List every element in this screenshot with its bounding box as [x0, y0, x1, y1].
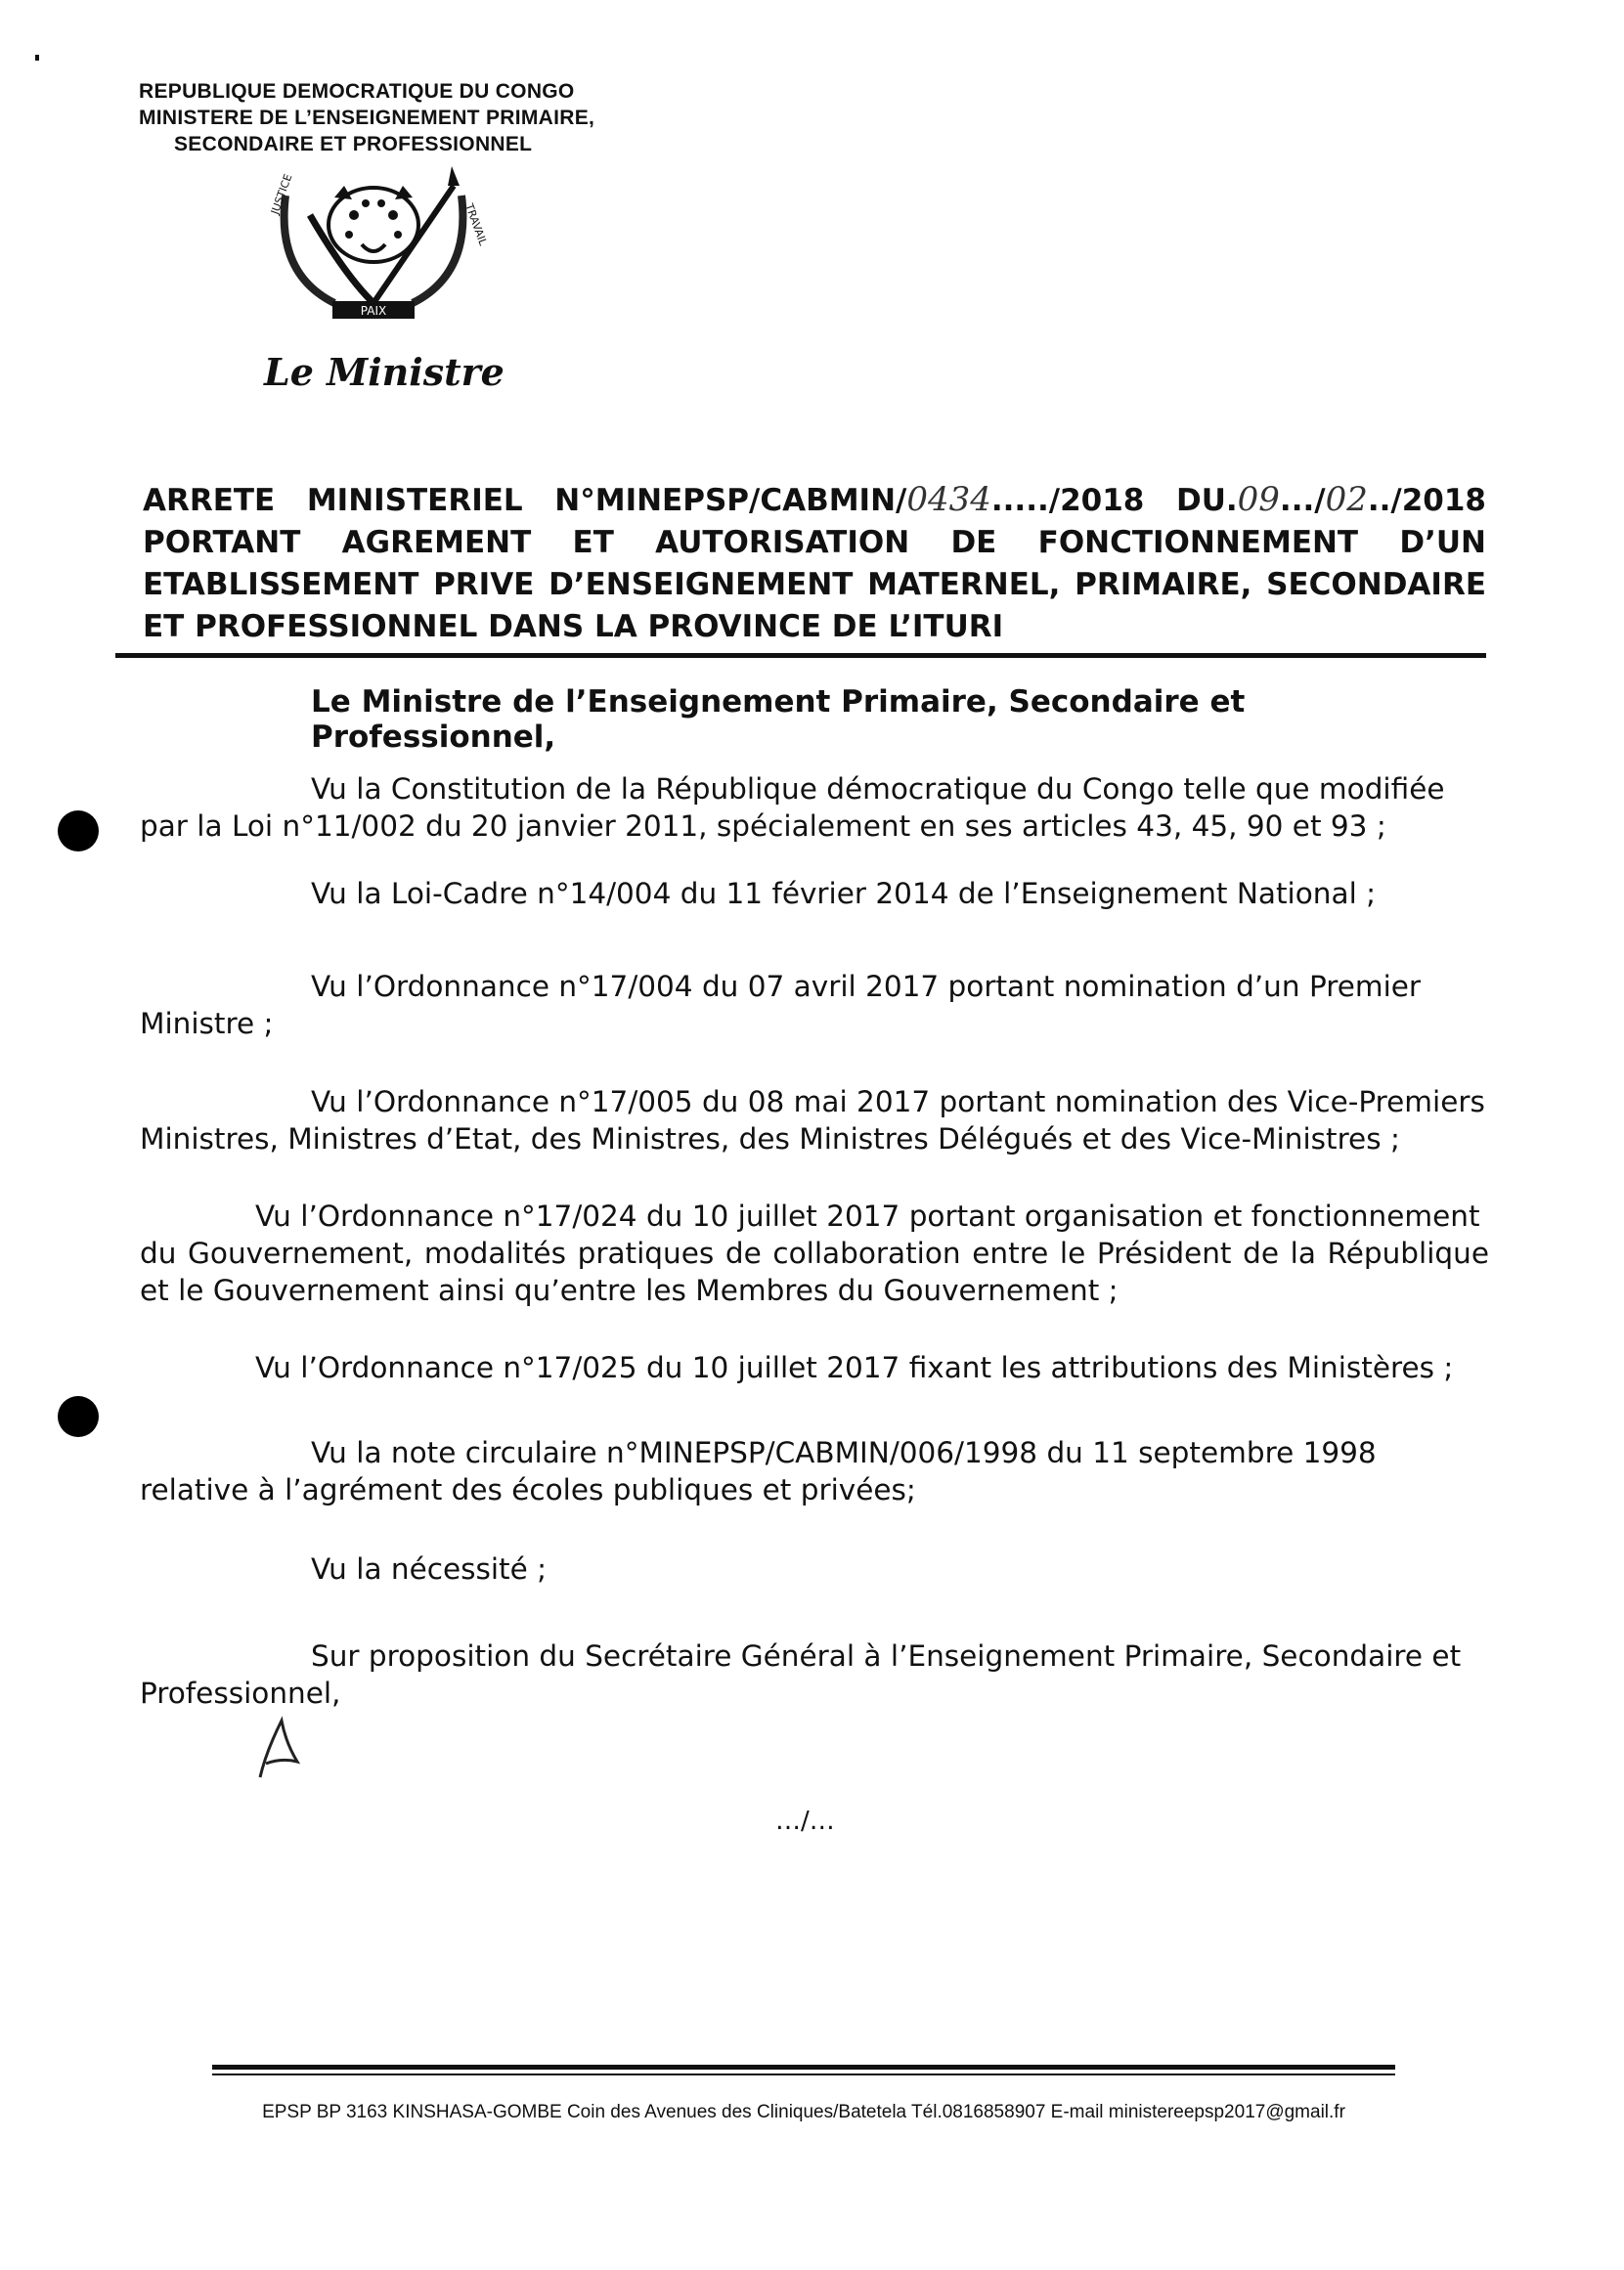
paragraph-line: Sur proposition du Secrétaire Général à l’Enseignement Primaire, Secondaire et	[311, 1639, 1462, 1673]
paragraph-constitution	[140, 770, 1489, 845]
paragraph-line: Vu l’Ordonnance n°17/024 du 10 juillet 2017 portant organisation et fonctionnement	[255, 1200, 1480, 1233]
decree-month-handwritten: 02	[1325, 480, 1368, 519]
paragraph-line: Ministres, Ministres d’Etat, des Ministres, des Ministres Délégués et des Vice-Ministres ;	[140, 1122, 1400, 1156]
letterhead	[139, 78, 745, 157]
paragraph-line: relative à l’agrément des écoles publiques et privées;	[140, 1473, 916, 1506]
decree-title-line-1	[143, 479, 1486, 522]
paragraph-ordonnance-17-004	[140, 968, 1489, 1042]
hole-punch-mark	[58, 1396, 99, 1437]
decree-title-line-3: ETABLISSEMENT PRIVE D’ENSEIGNEMENT MATERNEL, PRIMAIRE, SECONDAIRE	[143, 567, 1486, 602]
decree-title	[143, 479, 1486, 648]
paragraph-line: Vu l’Ordonnance n°17/005 du 08 mai 2017 portant nomination des Vice-Premiers	[311, 1085, 1485, 1118]
paragraph-note-circulaire	[140, 1434, 1489, 1508]
coat-of-arms-icon	[256, 156, 491, 352]
emblem-motto-right: TRAVAIL	[462, 201, 490, 247]
paragraph-line: Vu la note circulaire n°MINEPSP/CABMIN/006/1998 du 11 septembre 1998	[311, 1436, 1377, 1469]
decree-year-prefix: ...../2018 DU.	[990, 483, 1238, 518]
footer-divider-thin	[212, 2074, 1395, 2075]
emblem-motto-center: PAIX	[360, 304, 387, 318]
letterhead-line-1: REPUBLIQUE DEMOCRATIQUE DU CONGO	[139, 80, 575, 103]
paragraph-line: Vu la Constitution de la République démocratique du Congo telle que modifiée	[311, 772, 1445, 806]
decree-day-handwritten: 09	[1237, 480, 1280, 519]
paragraph-ordonnance-17-005	[140, 1083, 1489, 1157]
paragraph-proposition	[140, 1637, 1489, 1712]
paragraph-line: Vu l’Ordonnance n°17/025 du 10 juillet 2017 fixant les attributions des Ministères ;	[255, 1351, 1454, 1384]
signature-title: Le Ministre	[264, 350, 505, 394]
continuation-mark: …/…	[775, 1807, 835, 1836]
emblem-motto-left: JUSTICE	[268, 172, 295, 217]
paragraph-ordonnance-17-024	[140, 1198, 1489, 1309]
footer-address: EPSP BP 3163 KINSHASA-GOMBE Coin des Avenues des Cliniques/Batetela Tél.0816858907 E-mail ministereepsp2017@gmail.fr	[262, 2102, 1345, 2122]
title-divider	[115, 653, 1486, 658]
paragraph-line: Vu la Loi-Cadre n°14/004 du 11 février 2014 de l’Enseignement National ;	[311, 877, 1377, 910]
paragraph-line: du Gouvernement, modalités pratiques de collaboration entre le Président de la République et le Gouvernement ainsi qu’entre les Membres du Gouvernement ;	[140, 1237, 1489, 1307]
paragraph-line: Vu l’Ordonnance n°17/004 du 07 avril 2017 portant nomination d’un Premier	[311, 970, 1422, 1003]
paragraph-ordonnance-17-025	[140, 1349, 1489, 1386]
hole-punch-mark	[58, 810, 99, 851]
paragraph-line: Professionnel,	[140, 1677, 341, 1710]
paragraph-line: Ministre ;	[140, 1007, 274, 1040]
decree-title-line-4: ET PROFESSIONNEL DANS LA PROVINCE DE L’ITURI	[143, 609, 1004, 644]
paragraph-line: Vu la nécessité ;	[311, 1552, 548, 1586]
scan-mark	[35, 55, 39, 61]
decree-date-suffix: ../2018	[1367, 483, 1486, 518]
minister-line: Le Ministre de l’Enseignement Primaire, Secondaire et Professionnel,	[311, 684, 1246, 755]
decree-title-line-2: PORTANT AGREMENT ET AUTORISATION DE FONCTIONNEMENT D’UN	[143, 525, 1486, 560]
decree-date-separator: .../	[1279, 483, 1326, 518]
initials-signature-icon	[252, 1713, 311, 1781]
paragraph-loi-cadre	[140, 875, 1489, 912]
paragraph-line: par la Loi n°11/002 du 20 janvier 2011, spécialement en ses articles 43, 45, 90 et 93 ;	[140, 809, 1386, 843]
decree-number-prefix: ARRETE MINISTERIEL N°MINEPSP/CABMIN/	[143, 483, 907, 518]
letterhead-line-3: SECONDAIRE ET PROFESSIONNEL	[174, 133, 533, 155]
paragraph-necessite	[140, 1550, 1489, 1588]
letterhead-line-2: MINISTERE DE L’ENSEIGNEMENT PRIMAIRE,	[139, 107, 595, 129]
footer-divider	[212, 2065, 1395, 2070]
decree-number-handwritten: 0434	[906, 480, 991, 519]
